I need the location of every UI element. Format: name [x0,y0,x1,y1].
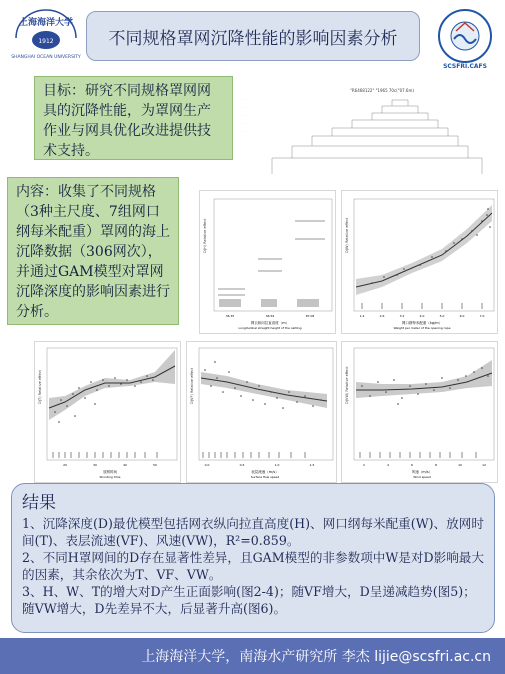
svg-text:7.0: 7.0 [479,314,485,318]
page-title: 不同规格罩网沉降性能的影响因素分析 [86,11,420,61]
results-point-3: 3、H、W、T的增大对D产生正面影响(图2-4)；随VF增大，D呈递减趋势(图5)；随VW增大，D先差异不大，后显著升高(图6)。 [22,584,476,616]
figure-h-effect [199,190,336,334]
figure-vw-effect [341,341,498,483]
results-box [11,483,495,633]
svg-text:2: 2 [363,463,365,467]
svg-text:· · · · · ·: · · · · · · [240,106,249,109]
svg-text:1.4: 1.4 [359,314,365,318]
svg-text:50: 50 [153,463,157,467]
svg-text:2.6: 2.6 [379,314,385,318]
svg-text:风速（m/s）: 风速（m/s） [411,470,433,474]
svg-text:3.2: 3.2 [399,314,405,318]
footer-bar [0,638,505,674]
svg-text:网口纲每米配重（kg/m）: 网口纲每米配重（kg/m） [401,321,443,325]
svg-text:SCSFRI.CAFS: SCSFRI.CAFS [443,63,487,70]
svg-text:Longitudinal straight height o: Longitudinal straight height of the netting [238,326,302,330]
svg-text:· · · · · ·: · · · · · · [240,98,249,101]
svg-text:40: 40 [123,463,127,467]
svg-text:Shooting time: Shooting time [99,475,121,479]
svg-text:0.5: 0.5 [239,463,245,467]
figure-vf-effect [186,341,337,483]
svg-text:"R6468122" "1965 70c("07.6m): "R6468122" "1965 70c("07.6m) [350,88,414,93]
svg-text:D(W) Relative effect: D(W) Relative effect [345,217,349,253]
svg-text:1.0: 1.0 [274,463,280,467]
svg-text:D(T) Relative effect: D(T) Relative effect [38,370,42,404]
svg-text:D(VF) Relative effect: D(VF) Relative effect [190,367,194,404]
university-logo [8,8,84,68]
svg-text:4: 4 [387,463,389,467]
svg-text:46.59: 46.59 [265,314,275,318]
svg-text:放网时间: 放网时间 [103,470,117,474]
svg-text:4.0: 4.0 [419,314,425,318]
svg-text:36.35: 36.35 [225,314,235,318]
svg-text:Surface flow speed: Surface flow speed [250,475,280,479]
institute-logo [432,5,498,71]
svg-text:8: 8 [435,463,437,467]
results-point-2: 2、不同H罩网间的D存在显著性差异，且GAM模型的非参数项中W是对D影响最大的因素，其余依次为T、VF、VW。 [22,550,484,582]
svg-text:D(H) Relative effect: D(H) Relative effect [203,218,207,253]
svg-text:上海海洋大学: 上海海洋大学 [18,18,74,28]
svg-text:10: 10 [458,463,462,467]
svg-text:SHANGHAI OCEAN UNIVERSITY: SHANGHAI OCEAN UNIVERSITY [11,55,81,60]
svg-text:5.0: 5.0 [439,314,445,318]
objective-text: 目标：研究不同规格罩网网具的沉降性能，为罩网生产作业与网具优化改进提供技术支持。 [43,83,211,159]
results-point-1: 1、沉降深度(D)最优模型包括网衣纵向拉直高度(H)、网口纲每米配重(W)、放网时间(T)、表层流速(VF)、风速(VW)，R²=0.859。 [22,516,484,548]
content-box [7,177,179,325]
figure-tree [232,86,496,176]
svg-text:Wind speed: Wind speed [413,475,431,479]
figure-w-effect [341,190,498,334]
svg-text:30: 30 [93,463,97,467]
content-text: 内容：收集了不同规格（3种主尺度、7组网口纲每米配重）罩网的海上沉降数据（306网次），并通过GAM模型对罩网沉降深度的影响因素进行分析。 [16,184,170,320]
svg-text:0.0: 0.0 [204,463,210,467]
footer-text: 上海海洋大学，南海水产研究所 李杰 lijie@scsfri.ac.cn [141,649,491,665]
svg-text:Weight per meter of the openin: Weight per meter of the opening rope [393,326,451,330]
svg-text:· · · · · ·: · · · · · · [240,114,249,117]
svg-text:87.08: 87.08 [305,314,315,318]
figure-t-effect [34,341,181,483]
svg-text:20: 20 [63,463,67,467]
svg-text:网衣纵向拉直高度（m）: 网衣纵向拉直高度（m） [250,321,290,325]
results-heading: 结果 [22,493,56,513]
svg-text:· · · · · ·: · · · · · · [240,122,249,125]
svg-text:6: 6 [411,463,413,467]
svg-text:D(VW) Relative effect: D(VW) Relative effect [345,366,349,404]
svg-text:表层流速（m/s）: 表层流速（m/s） [251,470,279,474]
svg-text:1912: 1912 [38,38,54,45]
svg-text:1.5: 1.5 [309,463,315,467]
svg-text:12: 12 [482,463,486,467]
svg-text:6.0: 6.0 [459,314,465,318]
objective-box [34,76,233,160]
svg-text:· · · · · ·: · · · · · · [240,130,249,133]
